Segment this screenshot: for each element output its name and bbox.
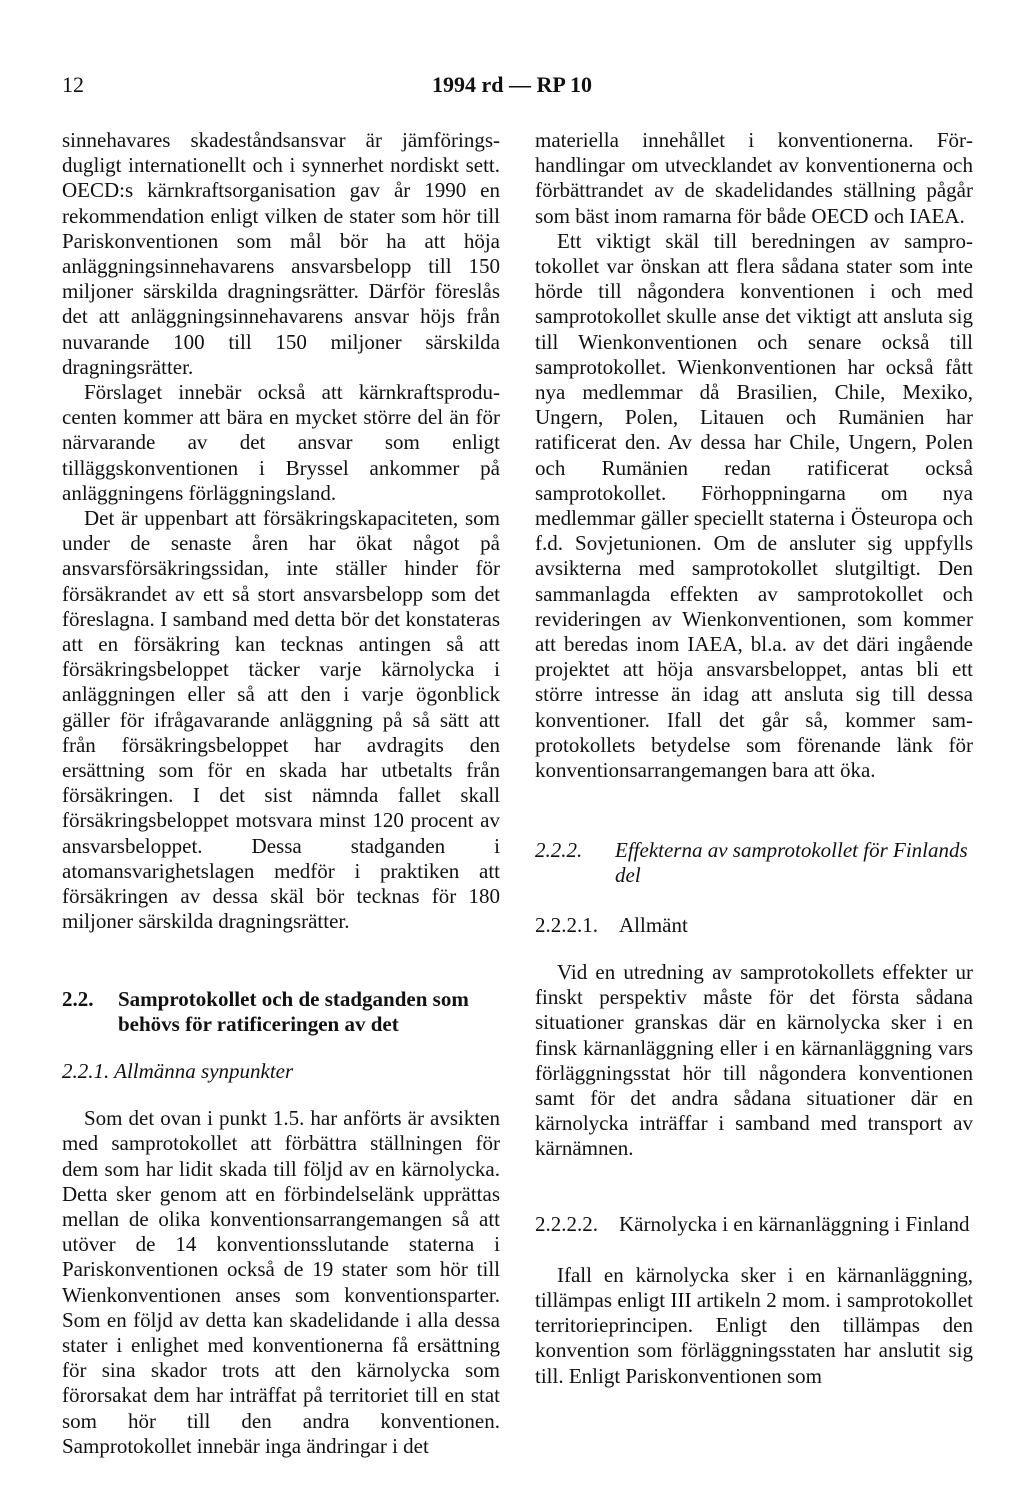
- left-column: [62, 128, 500, 1459]
- left-paragraph-3: Det är uppenbart att försäkringskapaciteten, som under de senaste åren har ökat något på ansvarsförsäkringssidan, inte ställer hinder för försäkrandet av ett så stort ansvarsbelopp som det föreslagna. I samband med detta bör det konstateras att en försäkring kan tecknas antingen så att försäkringsbeloppet täcker varje kärnolycka i anläggningen eller så att den i varje ögonblick gäller för ifrågavarande anläggning på så sätt att från försäkringsbeloppet har avdragits den ersättning som för en skada har utbetalts från försäkringen. I det sist nämnda fallet skall försäkringsbeloppet motsvara minst 120 procent av ansvarsbeloppet. Dessa stadganden i atomansvarighetslagen medför i praktiken att försäkringen av dessa skäl bör tecknas för 180 miljoner särskilda dragningsrätter.: [62, 506, 500, 934]
- section-heading-2-2: [62, 987, 500, 1037]
- subsection-heading-2-2-1: 2.2.1. Allmänna synpunkter: [62, 1058, 294, 1083]
- subsubsection-number: 2.2.2.1.: [535, 912, 598, 937]
- running-head: 1994 rd — RP 10: [431, 72, 593, 97]
- subsubsection-heading-2-2-2-2: [535, 1212, 973, 1237]
- subsubsubsection-number: 2.2.2.2.: [535, 1211, 598, 1236]
- right-paragraph-2: Ett viktigt skäl till beredningen av samprotokollet var önskan att flera sådana stater som inte hörde till någondera konventionen i och med samprotokollet skulle anse det viktigt att ansluta sig till Wienkonventionen och senare också till samprotokollet. Wienkonventionen har också fått nya medlemmar då Brasilien, Chile, Mexiko, Ungern, Polen, Litauen och Rumänien har ratificerat den. Av dessa har Chile, Ungern, Polen och Rumänien redan ratificerat också samprotokollet. Förhoppningarna om nya medlemmar gäller speciellt staterna i Östeuropa och f.d. Sovjetunionen. Om de ansluter sig uppfylls avsikterna med samprotokollet slutgiltigt. Den sammanlagda effekten av samprotokollet och revideringen av Wienkonventionen, som kommer att beredas inom IAEA, bl.a. av det däri ingående projektet att höja ansvarsbeloppet, antas bli ett större intresse än idag att ansluta sig till dessa konventioner. Ifall det går så, kommer samprotokollets betydelse som förenande länk för konventionsarrangemangen bara att öka.: [535, 228, 973, 783]
- subsubsubsection-title: Kärnolycka i en kärnanläggning i Finland: [619, 1211, 970, 1236]
- right-paragraph-3: Vid en utredning av samprotokollets effekter ur finskt perspektiv måste för det första sådana situationer granskas där en kärnolycka sker i en finsk kärnanläggning eller i en kärnanläggning vars förläggningsstat hör till någondera konventionen samt för det andra sådana situationer där en kärnolycka inträffar i samband med transport av kärnämnen.: [535, 959, 973, 1161]
- right-paragraph-4: Ifall en kärnolycka sker i en kärnanläggning, tillämpas enligt III artikeln 2 mom. i samprotokollet territorieprincipen. Enligt den tillämpas den konvention som förläggningsstaten har anslutit sig till. Enligt Pariskonventionen som: [535, 1262, 973, 1388]
- subsection-title: Effekterna av samprotokollet för Finlands del: [615, 838, 968, 888]
- section-title: Samprotokollet och de stadganden som behövs för ratificeringen av det: [118, 986, 469, 1036]
- right-column: [535, 128, 973, 1389]
- subsubsection-title: Allmänt: [619, 912, 688, 937]
- left-paragraph-4: Som det ovan i punkt 1.5. har anförts är avsikten med samprotokollet att förbättra ställningen för dem som har lidit skada till följd av en kärnolycka. Detta sker genom att en förbindelselänk upprättas mellan de olika konventionsarrangemangen så att utöver de 14 konventionsslutande staterna i Pariskonventionen också de 19 stater som hör till Wienkonventionen anses som konventionsparter. Som en följd av detta kan skadelidande i alla dessa stater i enlighet med konventionerna få ersättning för sina skador trots att den kärnolycka som förorsakat dem har inträffat på territoriet till en stat som hör till den andra konventionen. Samprotokollet innebär inga ändringar i det: [62, 1106, 500, 1458]
- page-number: 12: [62, 72, 84, 97]
- left-paragraph-2: Förslaget innebär också att kärnkraftsproducenten kommer att bära en mycket större del än för närvarande av det ansvar som enligt tilläggskonventionen i Bryssel ankommer på anläggningens förläggningsland.: [62, 380, 500, 505]
- left-paragraph-1: sinnehavares skadeståndsansvar är jämföringsdugligt internationellt och i synnerhet nordiskt sett. OECD:s kärnkraftsorganisation gav år 1990 en rekommendation enligt vilken de stater som hör till Pariskonventionen som mål bör ha att höja anläggningsinnehavarens ansvarsbelopp till 150 miljoner särskilda dragningsrätter. Därför föreslås det att anläggningsinnehavarens ansvar höjs från nuvarande 100 till 150 miljoner särskilda dragningsrätter.: [62, 128, 500, 379]
- subsubsection-heading-2-2-2-1: [535, 913, 973, 938]
- right-paragraph-1: materiella innehållet i konventionerna. Förhandlingar om utvecklandet av konventionerna och förbättrandet av de skadelidandes ställning pågår som bäst inom ramarna för både OECD och IAEA.: [535, 128, 973, 228]
- section-number: 2.2.: [62, 986, 94, 1011]
- subsection-heading-2-2-2: [535, 838, 973, 888]
- subsection-number: 2.2.2.: [535, 838, 583, 863]
